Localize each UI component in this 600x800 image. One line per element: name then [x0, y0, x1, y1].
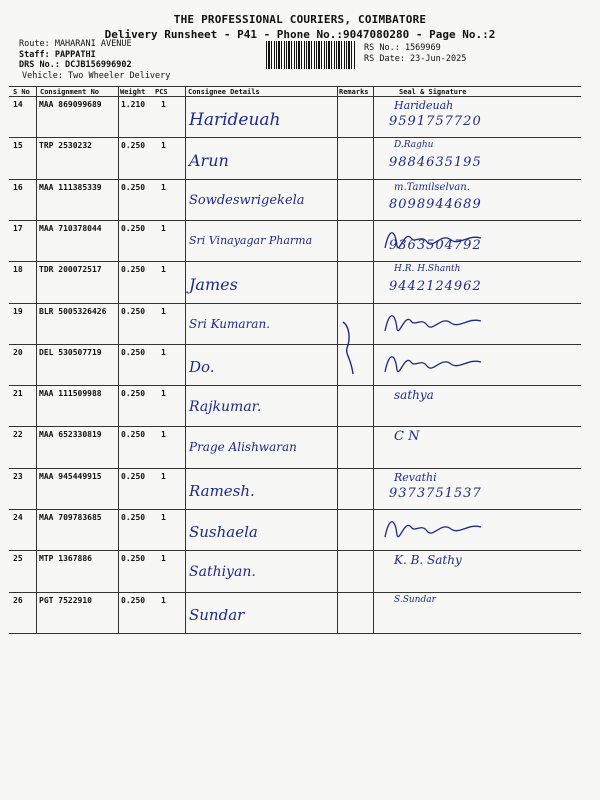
row-divider	[9, 179, 581, 180]
row-sno: 14	[13, 100, 23, 109]
row-divider	[9, 592, 581, 593]
row-divider	[9, 137, 581, 138]
row-signature-scribble	[381, 348, 491, 378]
row-signature-phone: 9884635195	[389, 155, 482, 171]
row-consignment-no: MAA 869099689	[39, 100, 102, 109]
row-signature-text: sathya	[394, 388, 434, 403]
row-pcs: 1	[161, 141, 166, 151]
row-sno: 22	[13, 430, 23, 440]
row-sno: 25	[13, 554, 23, 564]
row-divider	[9, 426, 581, 427]
row-pcs: 1	[161, 430, 166, 440]
row-divider	[9, 468, 581, 469]
row-pcs: 1	[161, 347, 166, 357]
rs-number: RS No.: 1569969	[364, 43, 441, 53]
row-consignment-no: MTP 1367886	[39, 554, 92, 564]
row-weight: 0.250	[121, 141, 146, 151]
row-weight: 0.250	[121, 430, 146, 440]
row-signature-text: K. B. Sathy	[394, 553, 462, 568]
row-signature-text: Harideuah	[394, 99, 454, 112]
runsheet-title: Delivery Runsheet - P41 - Phone No.:9047080280 - Page No.:2	[104, 28, 496, 41]
row-consignee-handwritten: Sundar	[189, 605, 245, 624]
row-divider	[9, 261, 581, 262]
row-divider	[9, 509, 581, 510]
row-signature-text: Revathi	[394, 470, 437, 484]
row-signature-scribble	[381, 307, 491, 337]
row-consignment-no: TDR 200072517	[39, 265, 102, 275]
col-header-remarks: Remarks	[339, 88, 369, 96]
row-pcs: 1	[161, 306, 166, 316]
route-label: Route: MAHARANI AVENUE	[19, 39, 132, 49]
barcode-graphic	[266, 41, 356, 69]
row-weight: 0.250	[121, 595, 146, 605]
row-sno: 15	[13, 141, 23, 151]
row-consignment-no: MAA 710378044	[39, 223, 102, 233]
row-consignment-no: MAA 945449915	[39, 471, 102, 481]
row-consignee-handwritten: Sushaela	[189, 523, 258, 541]
row-sno: 21	[13, 389, 23, 399]
row-consignment-no: PGT 7522910	[39, 595, 92, 605]
remark-bracket-mark	[339, 318, 359, 378]
row-divider	[9, 550, 581, 551]
row-consignment-no: BLR 5005326426	[39, 306, 107, 316]
row-pcs: 1	[161, 223, 166, 233]
row-sno: 20	[13, 347, 23, 357]
row-consignee-handwritten: Sathiyan.	[189, 564, 256, 581]
delivery-table	[9, 86, 581, 634]
row-consignee-handwritten: Ramesh.	[189, 481, 255, 500]
row-consignment-no: MAA 709783685	[39, 513, 102, 522]
row-pcs: 1	[161, 182, 166, 192]
row-pcs: 1	[161, 471, 166, 481]
row-consignment-no: MAA 111385339	[39, 182, 102, 192]
company-name: THE PROFESSIONAL COURIERS, COIMBATORE	[173, 13, 427, 26]
row-weight: 1.210	[121, 100, 146, 109]
col-header-weight: Weight	[120, 88, 146, 96]
vehicle-label: Vehicle: Two Wheeler Delivery	[22, 70, 171, 81]
row-consignee-handwritten: Arun	[189, 151, 229, 171]
row-signature-text: D.Raghu	[394, 140, 434, 151]
runsheet-meta-left	[19, 39, 170, 81]
col-header-signature: Seal & Signature	[399, 88, 467, 96]
row-consignment-no: MAA 111509988	[39, 389, 102, 399]
row-weight: 0.250	[121, 471, 146, 481]
row-sno: 18	[13, 265, 23, 275]
row-signature-phone: 9373751537	[389, 485, 482, 501]
row-consignee-handwritten: Sri Vinayagar Pharma	[189, 233, 313, 247]
row-pcs: 1	[161, 595, 166, 605]
row-signature-text: C N	[394, 429, 420, 445]
row-sno: 19	[13, 306, 23, 316]
row-divider	[9, 633, 581, 634]
row-divider	[9, 344, 581, 345]
row-consignment-no: DEL 530507719	[39, 347, 102, 357]
drs-number: DRS No.: DCJB156996902	[19, 60, 132, 70]
row-pcs: 1	[161, 100, 166, 109]
row-signature-text: H.R. H.Shanth	[394, 264, 461, 275]
row-pcs: 1	[161, 554, 166, 564]
col-header-consignment: Consignment No	[40, 88, 100, 96]
row-consignee-handwritten: James	[189, 275, 238, 295]
row-consignee-handwritten: Harideuah	[189, 110, 281, 130]
row-sno: 26	[13, 595, 23, 605]
row-weight: 0.250	[121, 182, 146, 192]
row-signature-text: S.Sundar	[394, 594, 436, 605]
runsheet-meta-right	[364, 43, 466, 64]
row-consignee-handwritten: Sri Kumaran.	[189, 316, 271, 331]
row-pcs: 1	[161, 513, 166, 522]
row-weight: 0.250	[121, 223, 146, 233]
row-weight: 0.250	[121, 554, 146, 564]
row-divider	[9, 303, 581, 304]
table-top-rule	[9, 86, 581, 87]
row-consignee-handwritten: Sowdeswrigekela	[189, 192, 305, 208]
row-weight: 0.250	[121, 306, 146, 316]
rs-date: RS Date: 23-Jun-2025	[364, 53, 467, 64]
row-sno: 16	[13, 182, 23, 192]
row-divider	[9, 385, 581, 386]
row-consignment-no: TRP 2530232	[39, 141, 92, 151]
row-pcs: 1	[161, 265, 166, 275]
row-weight: 0.250	[121, 265, 146, 275]
row-sno: 23	[13, 471, 23, 481]
row-weight: 0.250	[121, 513, 146, 522]
row-sno: 17	[13, 223, 23, 233]
table-header-rule	[9, 96, 581, 97]
row-weight: 0.250	[121, 347, 146, 357]
row-signature-phone: 9442124962	[389, 279, 482, 295]
row-consignee-handwritten: Do.	[189, 357, 215, 376]
row-signature-text: m.Tamilselvan.	[394, 181, 470, 193]
col-header-pcs: PCS	[155, 88, 168, 96]
row-weight: 0.250	[121, 389, 146, 399]
col-header-consignee: Consignee Details	[188, 88, 260, 96]
row-signature-phone: 8098944689	[389, 196, 482, 212]
row-signature-phone: 9591757720	[389, 114, 482, 129]
staff-label: Staff: PAPPATHI	[19, 49, 96, 60]
row-consignment-no: MAA 652330819	[39, 430, 102, 440]
col-header-sno: S No	[13, 88, 30, 96]
row-sno: 24	[13, 513, 23, 522]
row-pcs: 1	[161, 389, 166, 399]
row-consignee-handwritten: Prage Alishwaran	[189, 440, 297, 455]
row-signature-scribble	[381, 513, 491, 543]
row-signature-phone: 9363504792	[389, 237, 482, 253]
row-divider	[9, 220, 581, 221]
row-consignee-handwritten: Rajkumar.	[189, 399, 262, 416]
